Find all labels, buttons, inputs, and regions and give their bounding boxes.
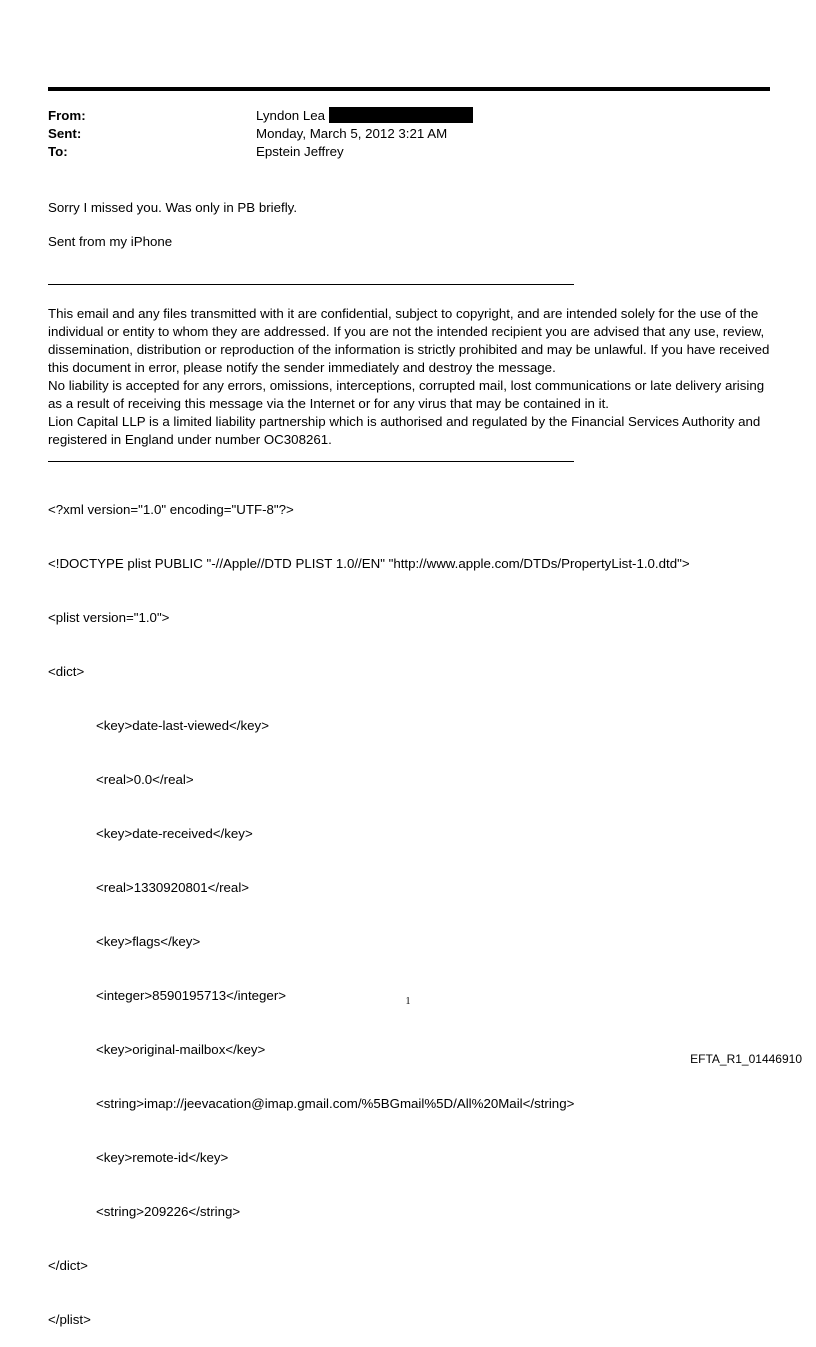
plist-doctype: <!DOCTYPE plist PUBLIC "-//Apple//DTD PLIST 1.0//EN" "http://www.apple.com/DTDs/PropertyList-1.0.dtd"> [48, 556, 690, 571]
disclaimer-paragraph-3: Lion Capital LLP is a limited liability partnership which is authorised and regulated by the Financial Services Authority and registered in England under number OC308261. [48, 414, 761, 447]
from-label: From: [48, 108, 86, 123]
to-label: To: [48, 144, 68, 159]
message-signature: Sent from my iPhone [48, 234, 173, 249]
dict-open: <dict> [48, 664, 85, 679]
disclaimer-paragraph-2: No liability is accepted for any errors, omissions, interceptions, corrupted mail, lost communications or late delivery arising as a result of receiving this message via the Internet or for any virus that may be contained in it. [48, 378, 765, 411]
plist-entry: <key>remote-id</key> [96, 1150, 229, 1165]
to-value: Epstein Jeffrey [256, 144, 344, 159]
plist-block [48, 465, 690, 1347]
plist-entry: <key>date-last-viewed</key> [96, 718, 269, 733]
plist-xml-declaration: <?xml version="1.0" encoding="UTF-8"?> [48, 502, 294, 517]
plist-entry: <key>flags</key> [96, 934, 201, 949]
sent-value: Monday, March 5, 2012 3:21 AM [256, 126, 448, 141]
plist-entry: <real>0.0</real> [96, 772, 194, 787]
message-line-1: Sorry I missed you. Was only in PB briefly. [48, 200, 298, 215]
dict-close: </dict> [48, 1258, 88, 1273]
plist-entry: <string>209226</string> [96, 1204, 241, 1219]
document-id: EFTA_R1_01446910 [690, 1052, 802, 1066]
plist-entry: <string>imap://jeevacation@imap.gmail.com/%5BGmail%5D/All%20Mail</string> [96, 1096, 575, 1111]
disclaimer [48, 305, 778, 449]
plist-close: </plist> [48, 1312, 91, 1327]
page-number: 1 [405, 996, 411, 1007]
redaction-box [329, 107, 473, 123]
plist-entry: <integer>8590195713</integer> [96, 988, 287, 1003]
disclaimer-paragraph-1: This email and any files transmitted with it are confidential, subject to copyright, and are intended solely for the use of the individual or entity to whom they are addressed. If you are not the intended recipient you are advised that any use, review, dissemination, distribution or reproduction of the information is strictly prohibited and may be unlawful. If you have received this document in error, please notify the sender immediately and destroy the message. [48, 306, 770, 375]
plist-entry: <real>1330920801</real> [96, 880, 250, 895]
disclaimer-bottom-rule [48, 461, 574, 462]
plist-open: <plist version="1.0"> [48, 610, 170, 625]
plist-entry: <key>original-mailbox</key> [96, 1042, 266, 1057]
plist-entry: <key>date-received</key> [96, 826, 253, 841]
from-name: Lyndon Lea [256, 108, 326, 123]
header-top-rule [48, 87, 770, 91]
from-value [256, 107, 473, 125]
disclaimer-top-rule [48, 284, 574, 285]
sent-label: Sent: [48, 126, 82, 141]
